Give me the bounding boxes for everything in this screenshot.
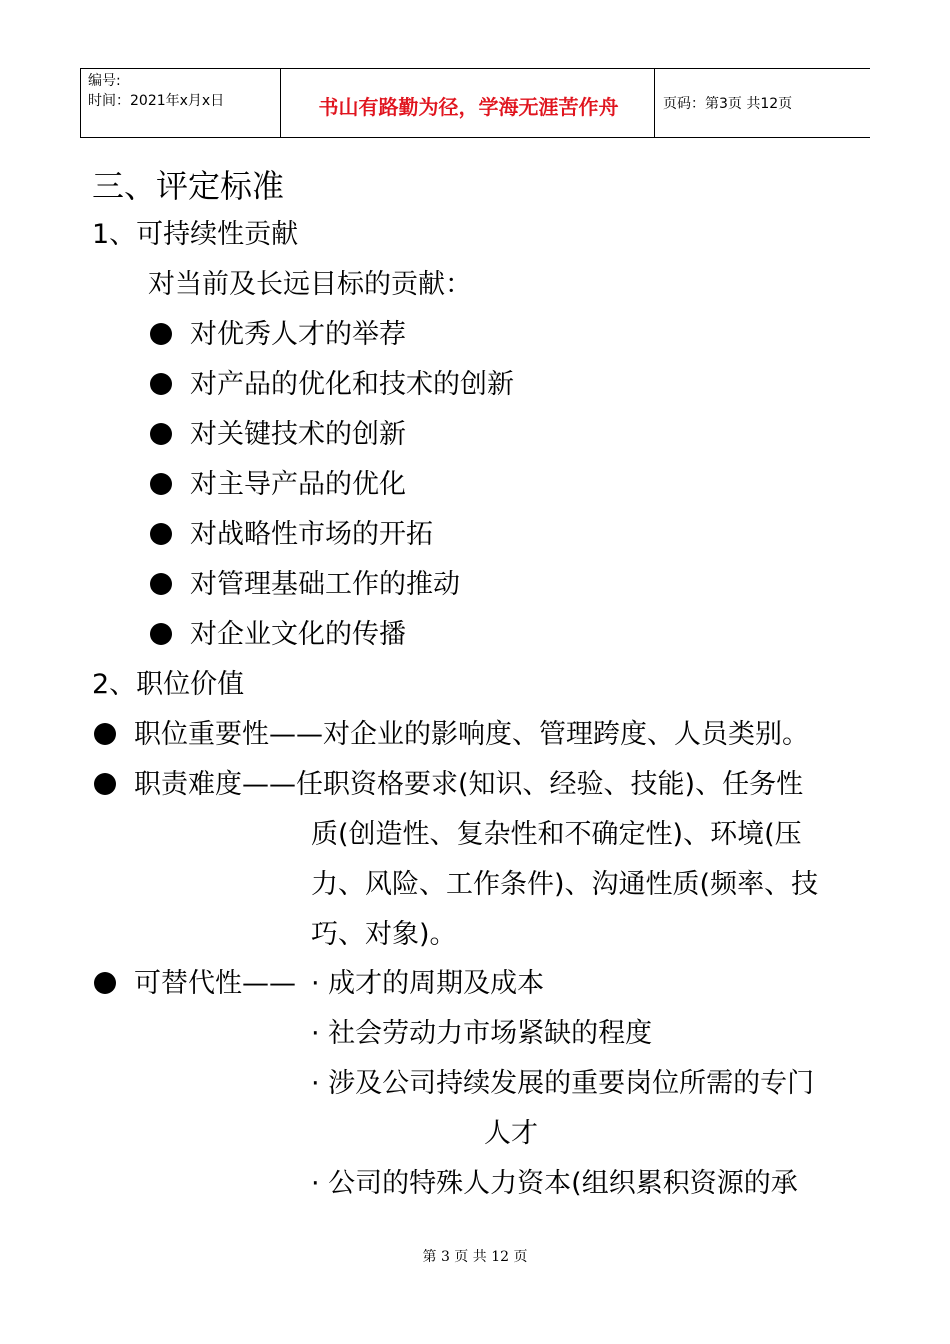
replaceability-sub-item: · 公司的特殊人力资本(组织累积资源的承 [311, 1168, 798, 1199]
list-item: 对企业文化的传播 [150, 618, 406, 652]
list-item: 对关键技术的创新 [150, 418, 406, 452]
responsibility-difficulty-line-3: 力、风险、工作条件)、沟通性质(频率、技 [311, 869, 819, 900]
header-divider-1 [280, 69, 281, 137]
bullet-icon [94, 723, 116, 745]
header-number-label: 编号: [88, 73, 121, 89]
list-item: 对主导产品的优化 [150, 468, 406, 502]
subsection-1-intro: 对当前及长远目标的贡献： [148, 269, 472, 300]
replaceability-sub-item-continuation: 人才 [484, 1118, 538, 1149]
subsection-2-title: 2、职位价值 [92, 669, 245, 700]
header-motto: 书山有路勤为径，学海无涯苦作舟 [318, 95, 619, 119]
header-meta [88, 71, 224, 111]
bullet-icon [150, 623, 172, 645]
responsibility-difficulty-line-2: 质(创造性、复杂性和不确定性)、环境(压 [311, 819, 802, 850]
document-header [80, 68, 870, 138]
replaceability-item: 可替代性—— [94, 967, 296, 1001]
list-item: 对优秀人才的举荐 [150, 318, 406, 352]
replaceability-sub-item: · 涉及公司持续发展的重要岗位所需的专门 [311, 1068, 815, 1099]
replaceability-sub-item: · 成才的周期及成本 [311, 968, 545, 999]
header-date-label: 时间：2021年x月x日 [88, 93, 225, 109]
bullet-icon [150, 573, 172, 595]
header-page-info: 页码：第3页 共12页 [663, 96, 793, 112]
page-footer: 第 3 页 共 12 页 [422, 1249, 528, 1265]
section-title: 三、评定标准 [92, 167, 285, 205]
bullet-icon [150, 373, 172, 395]
responsibility-difficulty-line-4: 巧、对象)。 [311, 919, 457, 950]
bullet-icon [150, 523, 172, 545]
header-left-border [80, 69, 81, 137]
list-item: 对管理基础工作的推动 [150, 568, 460, 602]
list-item: 对战略性市场的开拓 [150, 518, 433, 552]
position-importance-item: 职位重要性——对企业的影响度、管理跨度、人员类别。 [94, 718, 809, 752]
bullet-icon [150, 423, 172, 445]
bullet-icon [150, 473, 172, 495]
list-item: 对产品的优化和技术的创新 [150, 368, 514, 402]
bullet-icon [94, 773, 116, 795]
bullet-icon [94, 972, 116, 994]
subsection-1-title: 1、可持续性贡献 [92, 219, 299, 250]
responsibility-difficulty-item: 职责难度——任职资格要求(知识、经验、技能)、任务性 [94, 768, 803, 802]
replaceability-sub-item: · 社会劳动力市场紧缺的程度 [311, 1018, 653, 1049]
bullet-icon [150, 323, 172, 345]
